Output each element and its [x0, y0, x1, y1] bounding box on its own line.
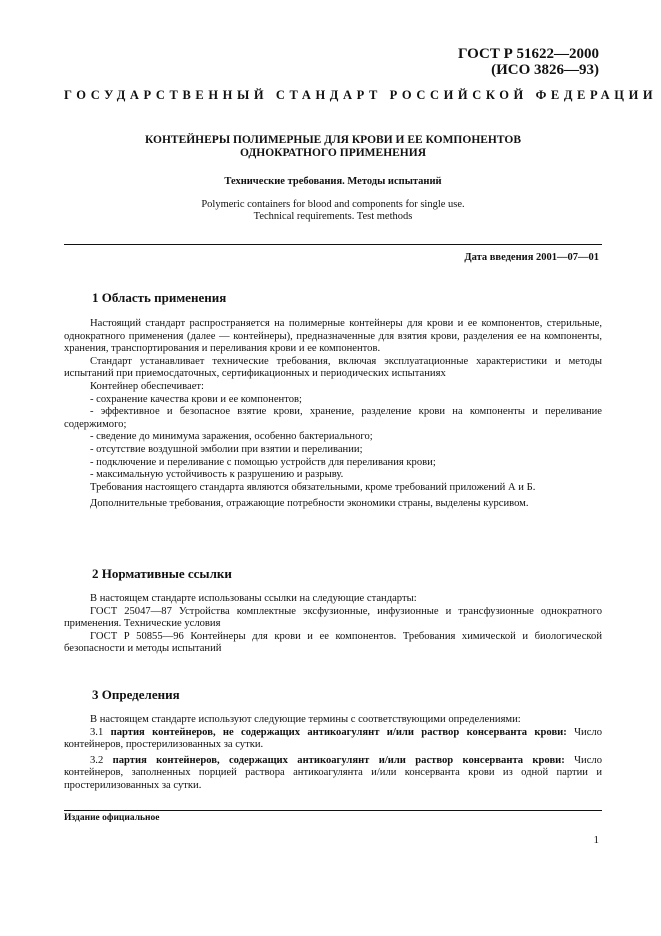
english-title: [64, 199, 602, 223]
list-item: - отсутствие воздушной эмболии при взятии и переливании;: [90, 443, 363, 455]
edition-label: Издание официальное: [64, 813, 160, 823]
header-divider: [64, 244, 602, 245]
title-line-1: КОНТЕЙНЕРЫ ПОЛИМЕРНЫЕ ДЛЯ КРОВИ И ЕЕ КОМПОНЕНТОВ: [144, 134, 522, 146]
list-item: - подключение и переливание с помощью устройств для переливания крови;: [90, 456, 436, 468]
page-number: 1: [593, 834, 599, 846]
footer-divider: [64, 810, 602, 811]
state-standard-banner: ГОСУДАРСТВЕННЫЙ СТАНДАРТ РОССИЙСКОЙ ФЕДЕРАЦИИ: [64, 88, 658, 102]
list-item: - сохранение качества крови и ее компонентов;: [90, 393, 302, 405]
section-1-heading: 1 Область применения: [92, 290, 227, 305]
definition-text: Число контейнеров, простерилизованных за сутки.: [64, 726, 603, 751]
iso-number: (ИСО 3826—93): [491, 62, 599, 78]
title-line-2: ОДНОКРАТНОГО ПРИМЕНЕНИЯ: [239, 147, 427, 159]
document-subtitle: Технические требования. Методы испытаний: [224, 176, 442, 187]
paragraph: Контейнер обеспечивает:: [90, 380, 204, 392]
section-2-body: [64, 593, 602, 656]
introduction-date: Дата введения 2001—07—01: [464, 252, 599, 263]
list-item: - сведение до минимума заражения, особенно бактериального;: [90, 431, 373, 443]
paragraph: Дополнительные требования, отражающие потребности экономики страны, выделены курсивом.: [90, 498, 529, 510]
paragraph: Стандарт устанавливает технические требования, включая эксплуатационные характеристики и методы испытаний при приемосдаточных, сертификационных и периодических испытаниях: [64, 355, 602, 380]
section-3-body: [64, 714, 602, 793]
paragraph: ГОСТ Р 50855—96 Контейнеры для крови и ее компонентов. Требования химической и биологической безопасности и методы испытаний: [64, 630, 602, 655]
paragraph: Требования настоящего стандарта являются обязательными, кроме требований приложений А и Б.: [90, 481, 536, 493]
english-title-line-1: Polymeric containers for blood and components for single use.: [201, 199, 465, 210]
definition-number: 3.2: [90, 754, 104, 766]
definition-term: партия контейнеров, содержащих антикоагулянт и/или раствор консерванта крови:: [112, 754, 565, 766]
gost-number: ГОСТ Р 51622—2000: [457, 46, 599, 62]
definition-number: 3.1: [90, 726, 104, 738]
definition-3-2: [64, 755, 602, 793]
section-1-body: [64, 318, 602, 511]
document-title: [64, 134, 602, 160]
list-item: - максимальную устойчивость к разрушению и разрыву.: [90, 469, 344, 481]
section-2-heading: 2 Нормативные ссылки: [92, 566, 232, 581]
english-title-line-2: Technical requirements. Test methods: [253, 211, 413, 222]
list-item: - эффективное и безопасное взятие крови, хранение, разделение крови на компоненты и переливание содержимого;: [64, 406, 602, 430]
definition-term: партия контейнеров, не содержащих антикоагулянт и/или раствор консерванта крови:: [110, 726, 567, 738]
gost-code: [458, 46, 599, 78]
paragraph: В настоящем стандарте используют следующие термины с соответствующими определениями:: [90, 714, 521, 725]
paragraph: Настоящий стандарт распространяется на полимерные контейнеры для крови и ее компонентов, стерильные, однократного применения (далее — контейнеры), предназначенные для взятия крови, разделения ее на компоненты, хранения, транспортирования и переливания крови и ее компонентов.: [64, 318, 602, 355]
paragraph: В настоящем стандарте использованы ссылки на следующие стандарты:: [90, 593, 417, 604]
paragraph: ГОСТ 25047—87 Устройства комплектные эксфузионные, инфузионные и трансфузионные однократного применения. Технические условия: [64, 605, 602, 630]
definition-text: Число контейнеров, заполненных порцией раствора антикоагулянта и/или консерванта крови из одной партии и простерилизованных за сутки.: [64, 754, 603, 791]
definition-3-1: [64, 727, 602, 752]
section-3-heading: 3 Определения: [92, 687, 180, 702]
